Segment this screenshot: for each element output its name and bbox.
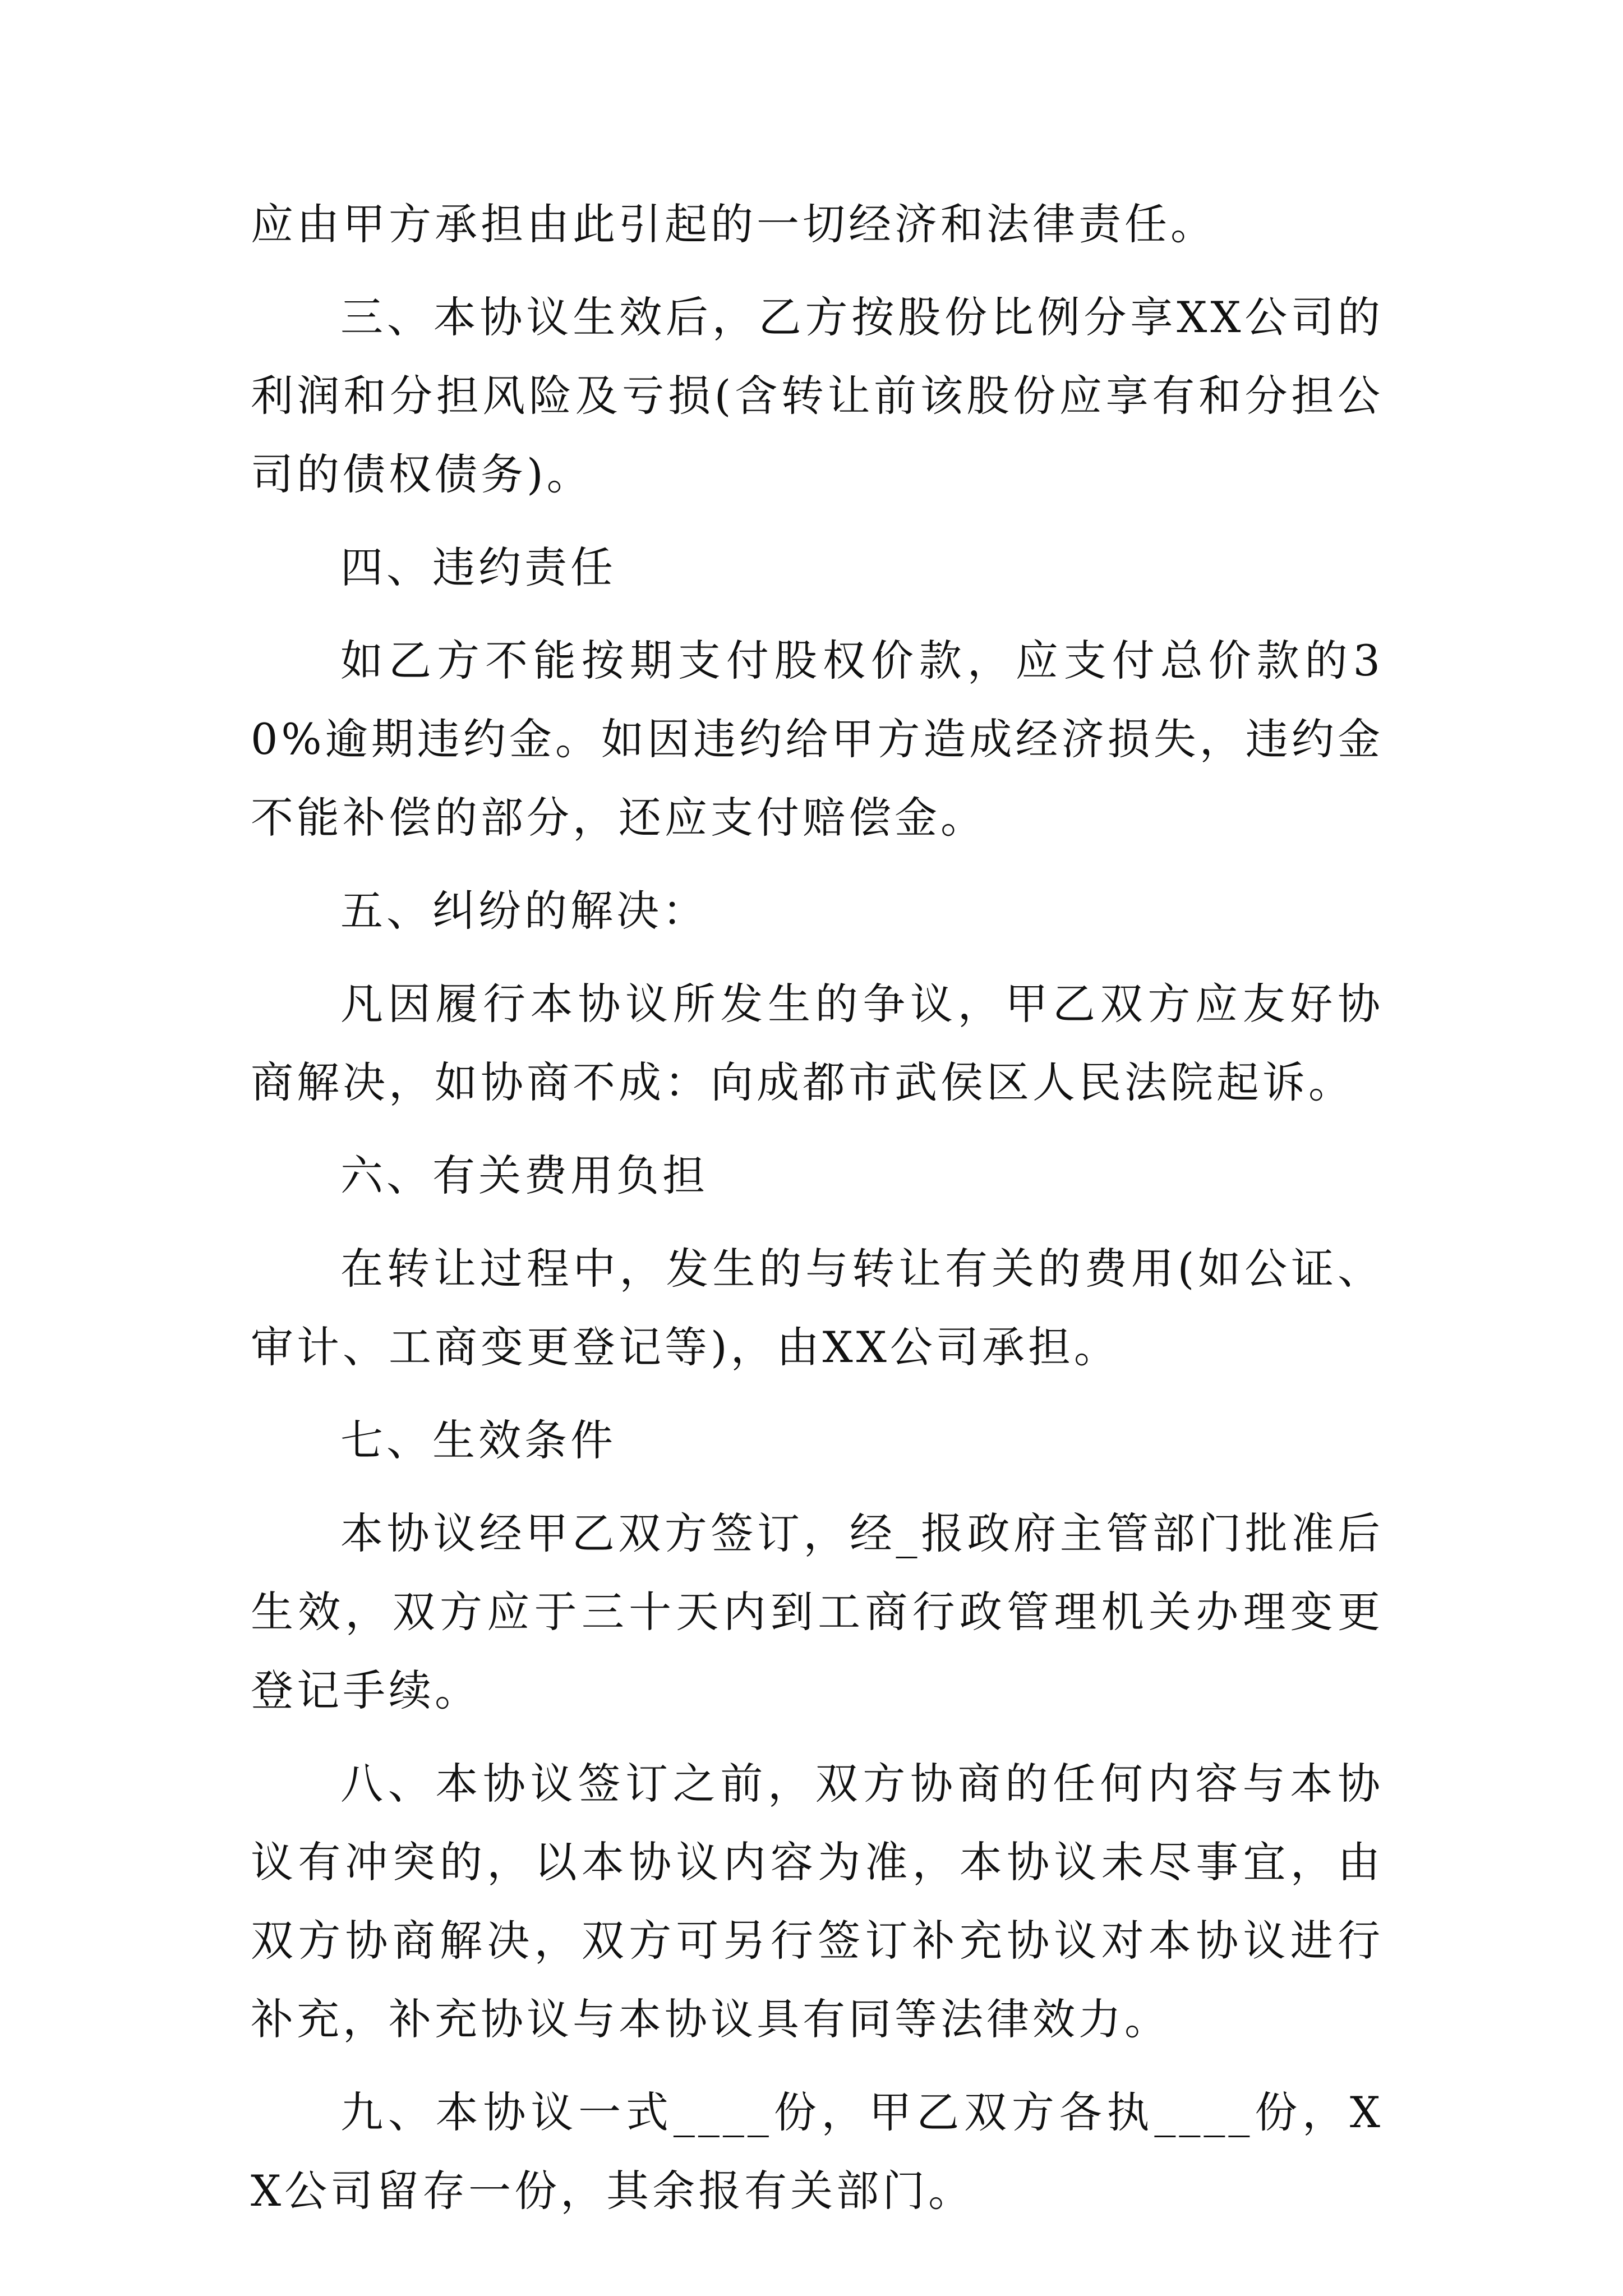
heading-clause-5: 五、纠纷的解决： bbox=[340, 886, 708, 936]
heading-clause-7: 七、生效条件 bbox=[340, 1415, 616, 1465]
paragraph-clause-8: 八、本协议签订之前，双方协商的任何内容与本协议有冲突的，以本协议内容为准，本协议未尽事宜，由双方协商解决，双方可另行签订补充协议对本协议进行补充，补充协议与本协议具有同等法律效力。 bbox=[251, 1759, 1384, 2044]
document-page bbox=[251, 185, 1384, 2245]
paragraph-clause-6-body: 在转让过程中，发生的与转让有关的费用(如公证、审计、工商变更登记等)，由XX公司承担。 bbox=[251, 1244, 1384, 1372]
heading-clause-4: 四、违约责任 bbox=[340, 542, 616, 592]
paragraph-clause-7-body: 本协议经甲乙双方签订，经_报政府主管部门批准后生效，双方应于三十天内到工商行政管理机关办理变更登记手续。 bbox=[251, 1508, 1384, 1715]
paragraph-clause-9: 九、本协议一式____份，甲乙双方各执____份，XX公司留存一份，其余报有关部门。 bbox=[251, 2087, 1384, 2216]
heading-clause-6: 六、有关费用负担 bbox=[340, 1151, 708, 1200]
paragraph-clause-4-body: 如乙方不能按期支付股权价款，应支付总价款的30%逾期违约金。如因违约给甲方造成经济损失，违约金不能补偿的部分，还应支付赔偿金。 bbox=[251, 636, 1384, 843]
paragraph-clause-5-body: 凡因履行本协议所发生的争议，甲乙双方应友好协商解决，如协商不成：向成都市武侯区人民法院起诉。 bbox=[251, 979, 1384, 1107]
paragraph-clause-3: 三、本协议生效后，乙方按股份比例分享XX公司的利润和分担风险及亏损(含转让前该股份应享有和分担公司的债权债务)。 bbox=[251, 292, 1384, 499]
paragraph-liability-carryover: 应由甲方承担由此引起的一切经济和法律责任。 bbox=[251, 199, 1216, 249]
